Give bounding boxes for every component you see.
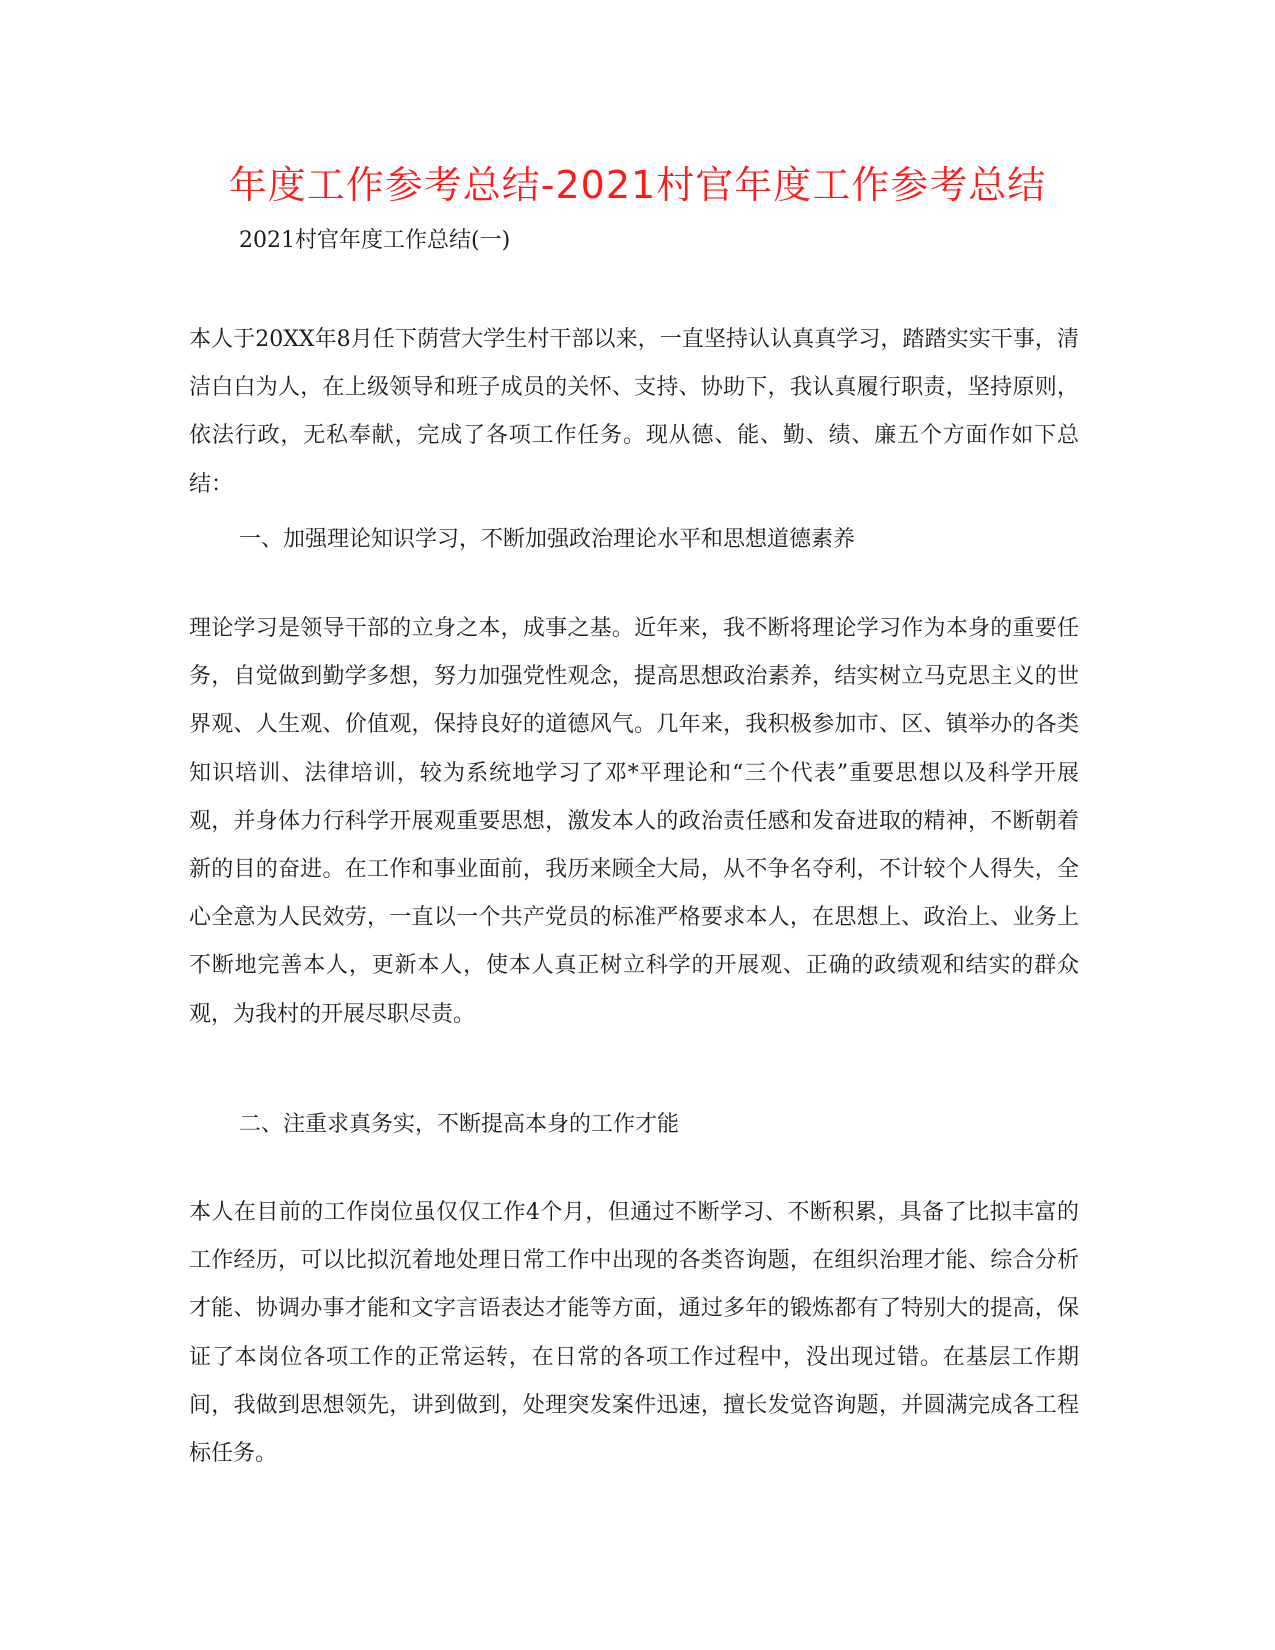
- document-subtitle: 2021村官年度工作总结(一): [239, 228, 511, 253]
- paragraph-intro: 本人于20XX年8月任下荫营大学生村干部以来，一直坚持认认真真学习，踏踏实实干事，清洁白白为人，在上级领导和班子成员的关怀、支持、协助下，我认真履行职责，坚持原则，依法行政，无私奉献，完成了各项工作任务。现从德、能、勤、绩、廉五个方面作如下总结：: [189, 327, 1079, 497]
- paragraph-work-ability: 本人在目前的工作岗位虽仅仅工作4个月，但通过不断学习、不断积累，具备了比拟丰富的工作经历，可以比拟沉着地处理日常工作中出现的各类咨询题，在组织治理才能、综合分析才能、协调办事才能和文字言语表达才能等方面，通过多年的锻炼都有了特别大的提高，保证了本岗位各项工作的正常运转，在日常的各项工作过程中，没出现过错。在基层工作期间，我做到思想领先，讲到做到，处理突发案件迅速，擅长发觉咨询题，并圆满完成各工程标任务。: [189, 1200, 1079, 1467]
- section-heading-1: 一、加强理论知识学习，不断加强政治理论水平和思想道德素养: [239, 527, 856, 552]
- document-title: 年度工作参考总结-2021村官年度工作参考总结: [228, 163, 1047, 207]
- paragraph-theory-study: 理论学习是领导干部的立身之本，成事之基。近年来，我不断将理论学习作为本身的重要任务，自觉做到勤学多想，努力加强党性观念，提高思想政治素养，结实树立马克思主义的世界观、人生观、价值观，保持良好的道德风气。几年来，我积极参加市、区、镇举办的各类知识培训、法律培训，较为系统地学习了邓*平理论和“三个代表”重要思想以及科学开展观，并身体力行科学开展观重要思想，激发本人的政治责任感和发奋进取的精神，不断朝着新的目的奋进。在工作和事业面前，我历来顾全大局，从不争名夺利，不计较个人得失，全心全意为人民效劳，一直以一个共产党员的标准严格要求本人，在思想上、政治上、业务上不断地完善本人，更新本人，使本人真正树立科学的开展观、正确的政绩观和结实的群众观，为我村的开展尽职尽责。: [189, 616, 1079, 1027]
- section-heading-2: 二、注重求真务实，不断提高本身的工作才能: [239, 1112, 680, 1137]
